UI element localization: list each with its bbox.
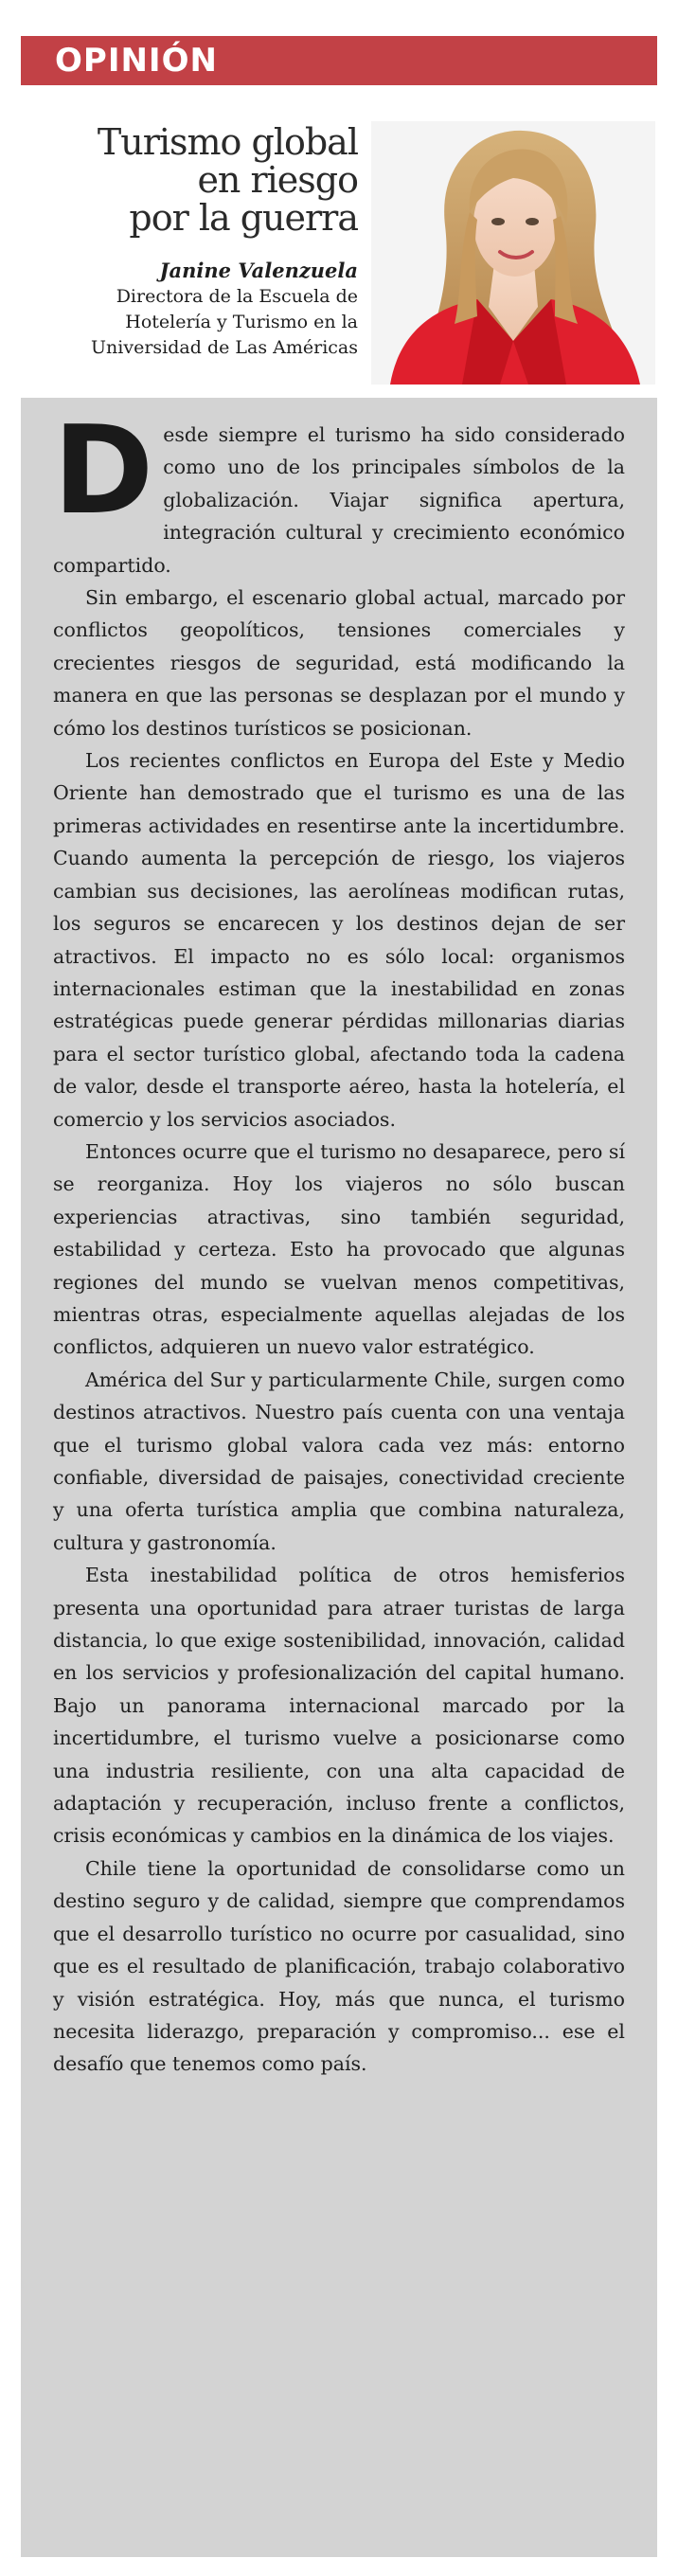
author-photo [371,121,655,385]
article-body [21,398,657,2557]
headline-line-1: Turismo global [97,121,358,163]
headline-line-2: en riesgo [197,159,358,201]
article-header [21,123,358,361]
author-portrait-illustration [371,121,655,385]
body-paragraph-2: Sin embargo, el escenario global actual, marcado por conflictos geopolíticos, tensiones comerciales y crecientes riesgos de seguridad, está modificando la manera en que las personas se desplazan por el mundo y cómo los destinos turísticos se posicionan. [53,586,625,740]
author-name: Janine Valenzuela [159,259,358,282]
author-role [21,284,358,361]
body-paragraph-4: Entonces ocurre que el turismo no desaparece, pero sí se reorganiza. Hoy los viajeros no sólo buscan experiencias atractivas, sino también seguridad, estabilidad y certeza. Esto ha provocado que algunas regiones del mundo se vuelvan menos competitivas, mientras otras, especialmente aquellas alejadas de los conflictos, adquieren un nuevo valor estratégico. [53,1139,625,1359]
body-paragraph-1-text: esde siempre el turismo ha sido considerado como uno de los principales símbolos de la globalización. Viajar significa apertura, integración cultural y crecimiento económico compartido. [53,423,625,577]
body-paragraph-7: Chile tiene la oportunidad de consolidarse como un destino seguro y de calidad, siempre que comprendamos que el desarrollo turístico no ocurre por casualidad, sino que es el resultado de planificación, trabajo colaborativo y visión estratégica. Hoy, más que nunca, el turismo necesita liderazgo, preparación y compromiso... ese el desafío que tenemos como país. [53,1856,625,2076]
body-paragraph-5: América del Sur y particularmente Chile, surgen como destinos atractivos. Nuestro país cuenta con una ventaja que el turismo global valora cada vez más: entorno confiable, diversidad de paisajes, conectividad creciente y una oferta turística amplia que combina naturaleza, cultura y gastronomía. [53,1368,625,1554]
headline [21,123,358,237]
body-paragraph-6: Esta inestabilidad política de otros hemisferios presenta una oportunidad para atraer turistas de larga distancia, lo que exige sostenibilidad, innovación, calidad en los servicios y profesionalización del capital humano. Bajo un panorama internacional marcado por la incertidumbre, el turismo vuelve a posicionarse como una industria resiliente, con una alta capacidad de adaptación y recuperación, incluso frente a conflictos, crisis económicas y cambios en la dinámica de los viajes. [53,1564,625,1848]
drop-cap: D [53,401,154,542]
body-paragraph-3: Los recientes conflictos en Europa del Este y Medio Oriente han demostrado que el turismo es una de las primeras actividades en resentirse ante la incertidumbre. Cuando aumenta la percepción de riesgo, los viajeros cambian sus decisiones, las aerolíneas modifican rutas, los seguros se encarecen y los destinos dejan de ser atractivos. El impacto no es sólo local: organismos internacionales estiman que la inestabilidad en zonas estratégicas puede generar pérdidas millonarias diarias para el sector turístico global, afectando toda la cadena de valor, desde el transporte aéreo, hasta la hotelería, el comercio y los servicios asociados. [53,749,625,1131]
section-banner [21,36,657,85]
author-role-line-1: Directora de la Escuela de [116,286,358,307]
section-label: OPINIÓN [55,42,218,80]
headline-line-3: por la guerra [129,197,358,239]
author-role-line-3: Universidad de Las Américas [91,337,358,358]
body-paragraph-1 [53,401,625,581]
author-role-line-2: Hotelería y Turismo en la [125,312,358,332]
